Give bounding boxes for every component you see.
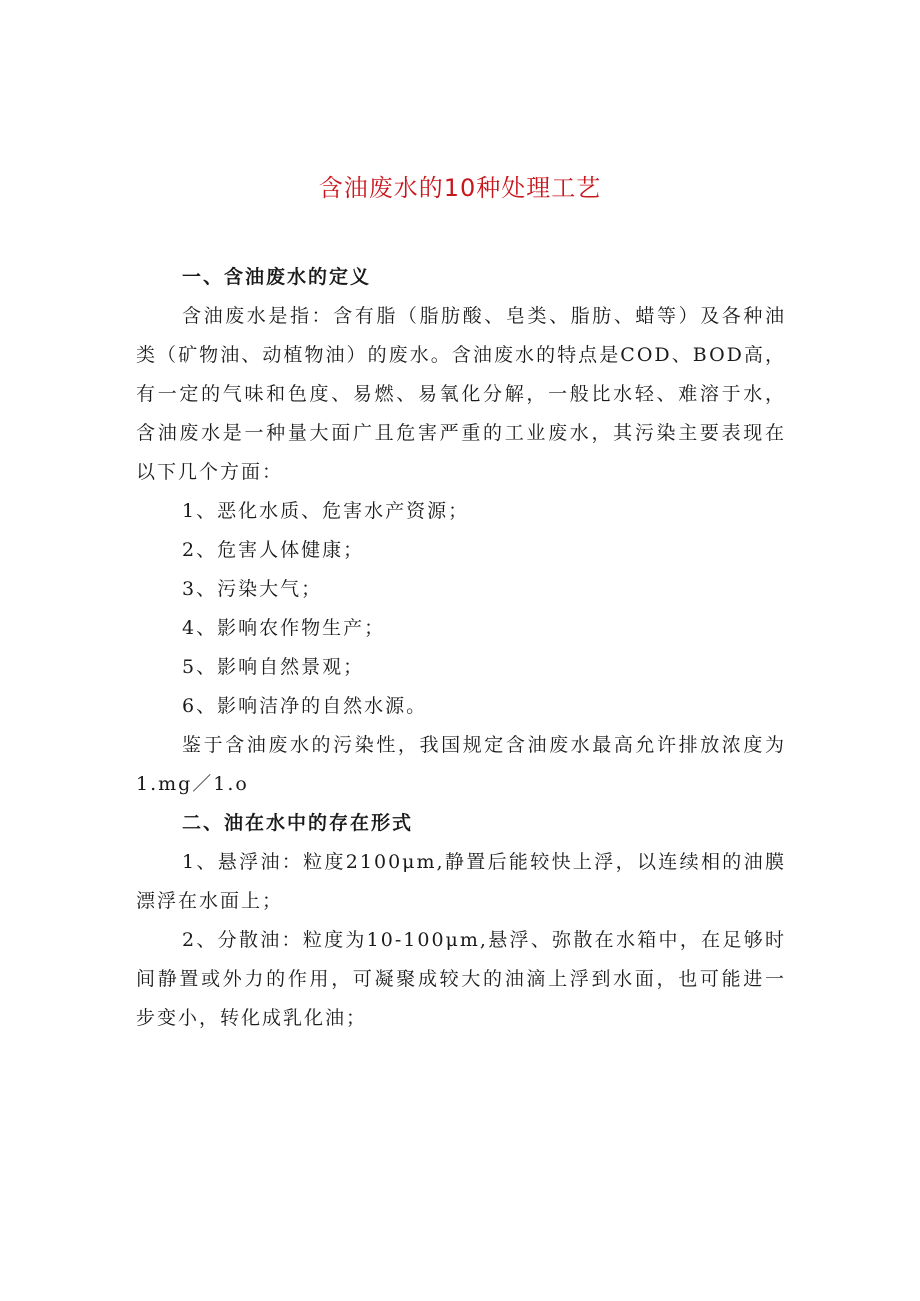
list-item: 3、污染大气；	[182, 578, 323, 600]
document-body	[136, 258, 786, 1038]
document-title: 含油废水的10种处理工艺	[318, 174, 602, 202]
suspended-oil-paragraph: 1、悬浮油：粒度2100μm,静置后能较快上浮，以连续相的油膜漂浮在水面上；	[136, 851, 786, 912]
list-item: 2、危害人体健康；	[182, 539, 365, 561]
list-item: 1、恶化水质、危害水产资源；	[182, 500, 470, 522]
list-item: 5、影响自然景观；	[182, 656, 365, 678]
section-heading-definition: 一、含油废水的定义	[182, 266, 372, 288]
dispersed-oil-paragraph: 2、分散油：粒度为10-100μm,悬浮、弥散在水箱中，在足够时间静置或外力的作用，可凝聚成较大的油滴上浮到水面，也可能进一步变小，转化成乳化油；	[136, 929, 786, 1029]
list-item: 6、影响洁净的自然水源。	[182, 695, 428, 717]
discharge-standard-paragraph: 鉴于含油废水的污染性，我国规定含油废水最高允许排放浓度为1.mg／1.o	[136, 734, 786, 795]
section-heading-oil-forms: 二、油在水中的存在形式	[182, 812, 414, 834]
list-item: 4、影响农作物生产；	[182, 617, 386, 639]
definition-paragraph: 含油废水是指：含有脂（脂肪酸、皂类、脂肪、蜡等）及各种油类（矿物油、动植物油）的废水。含油废水的特点是COD、BOD高，有一定的气味和色度、易燃、易氧化分解，一般比水轻、难溶于水，含油废水是一种量大面广且危害严重的工业废水，其污染主要表现在以下几个方面：	[136, 305, 786, 483]
